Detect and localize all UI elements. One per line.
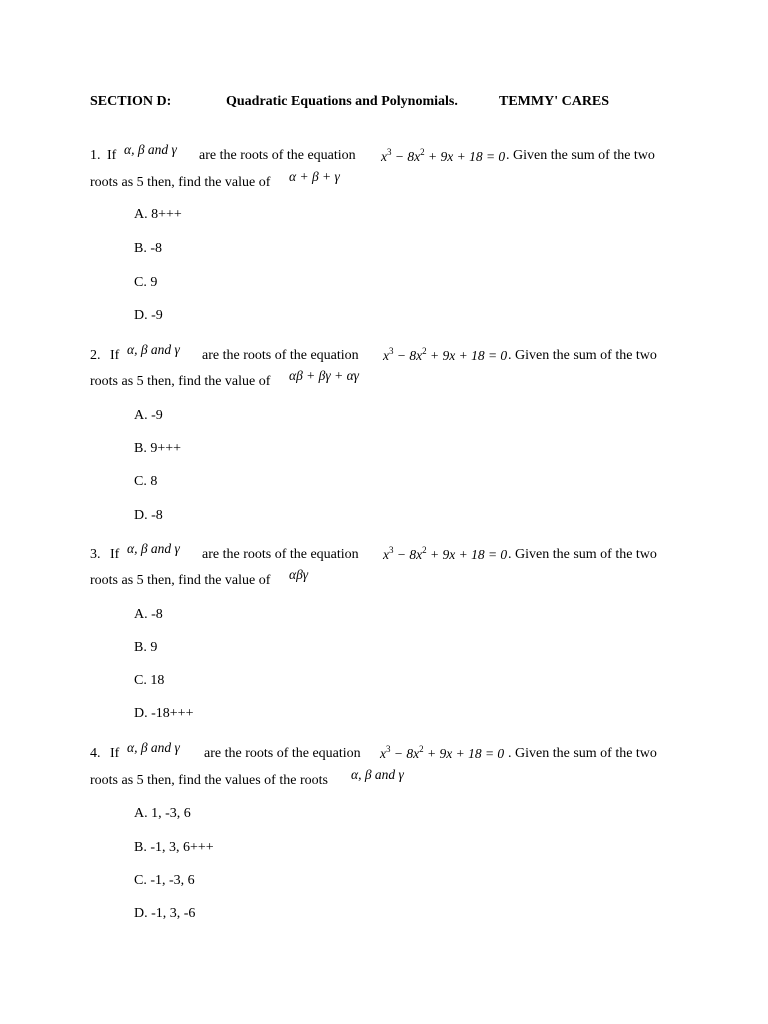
question-text-given: . Given the sum of the two (508, 348, 657, 363)
target-expression: α + β + γ (289, 169, 340, 184)
question-number: 3. (90, 547, 101, 562)
question-text: are the roots of the equation (202, 348, 359, 363)
target-expression: αβγ (289, 567, 309, 582)
option-a[interactable]: A. -8 (134, 607, 163, 622)
equation: $x^3 - 8x^2 + 9x + 18 = 0$ (383, 346, 508, 363)
option-a[interactable]: A. -9 (134, 408, 163, 423)
equation: $x^3 - 8x^2 + 9x + 18 = 0$ (381, 147, 506, 164)
question-text-line2: roots as 5 then, find the value of (90, 374, 271, 389)
question-number: 4. (90, 746, 101, 761)
question-text-line2: roots as 5 then, find the value of (90, 573, 271, 588)
option-b[interactable]: B. -1, 3, 6+++ (134, 840, 214, 855)
option-d[interactable]: D. -9 (134, 308, 163, 323)
roots-symbols: α, β and γ (127, 740, 180, 755)
option-c[interactable]: C. 18 (134, 673, 165, 688)
option-d[interactable]: D. -1, 3, -6 (134, 906, 196, 921)
question-text-given: . Given the sum of the two (508, 746, 657, 761)
equation: $x^3 - 8x^2 + 9x + 18 = 0$ (380, 744, 505, 761)
option-c[interactable]: C. 8 (134, 474, 158, 489)
option-c[interactable]: C. 9 (134, 275, 158, 290)
section-label: SECTION D: (90, 94, 172, 109)
equation: $x^3 - 8x^2 + 9x + 18 = 0$ (383, 545, 508, 562)
target-expression: αβ + βγ + αγ (289, 368, 359, 383)
option-a[interactable]: A. 8+++ (134, 207, 182, 222)
roots-symbols: α, β and γ (127, 342, 180, 357)
roots-symbols: α, β and γ (124, 142, 177, 157)
question-text-line2: roots as 5 then, find the values of the roots (90, 773, 328, 788)
option-c[interactable]: C. -1, -3, 6 (134, 873, 195, 888)
question-number: 2. (90, 348, 101, 363)
option-d[interactable]: D. -18+++ (134, 706, 194, 721)
if-word: If (110, 348, 120, 363)
option-b[interactable]: B. -8 (134, 241, 162, 256)
if-word: If (107, 148, 117, 163)
question-text-given: . Given the sum of the two (508, 547, 657, 562)
author-label: TEMMY' CARES (499, 94, 610, 109)
question-text-line2: roots as 5 then, find the value of (90, 175, 271, 190)
section-topic: Quadratic Equations and Polynomials. (226, 94, 458, 109)
if-word: If (110, 547, 120, 562)
option-d[interactable]: D. -8 (134, 508, 163, 523)
question-text-given: . Given the sum of the two (506, 148, 655, 163)
if-word: If (110, 746, 120, 761)
question-text: are the roots of the equation (202, 547, 359, 562)
option-b[interactable]: B. 9 (134, 640, 158, 655)
roots-symbols: α, β and γ (127, 541, 180, 556)
question-text: are the roots of the equation (204, 746, 361, 761)
option-b[interactable]: B. 9+++ (134, 441, 182, 456)
option-a[interactable]: A. 1, -3, 6 (134, 806, 191, 821)
question-number: 1. (90, 148, 101, 163)
question-text: are the roots of the equation (199, 148, 356, 163)
target-expression: α, β and γ (351, 767, 404, 782)
